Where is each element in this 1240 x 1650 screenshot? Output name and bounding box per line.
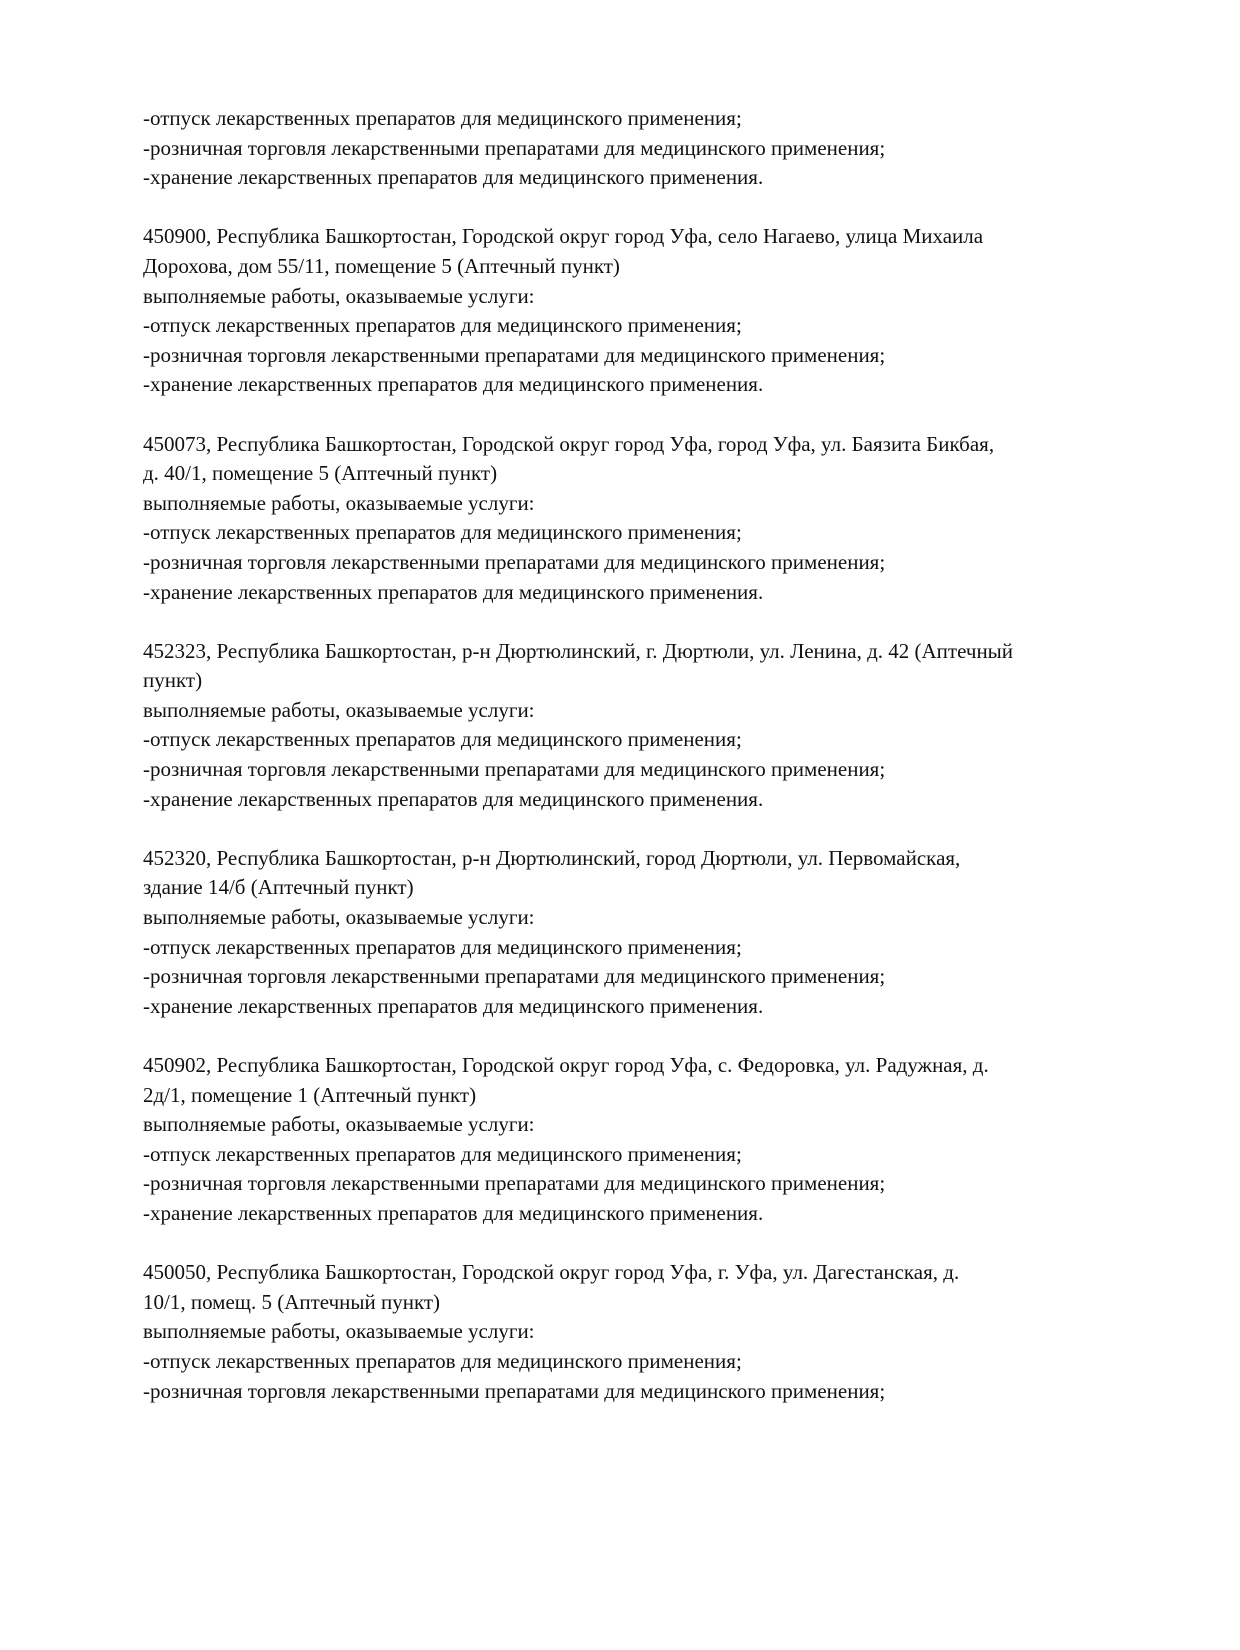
address-line: пункт) <box>143 668 203 693</box>
service-line: -хранение лекарственных препаратов для медицинского применения. <box>143 786 764 811</box>
service-line: -розничная торговля лекарственными препаратами для медицинского применения; <box>143 1378 886 1403</box>
address-line: Дорохова, дом 55/11, помещение 5 (Аптечный пункт) <box>143 253 620 278</box>
pharmacy-entry <box>143 1258 1163 1406</box>
paragraph-gap <box>143 1229 1163 1259</box>
services-heading: выполняемые работы, оказываемые услуги: <box>143 283 535 308</box>
service-line: -хранение лекарственных препаратов для медицинского применения. <box>143 993 764 1018</box>
service-line: -розничная торговля лекарственными препаратами для медицинского применения; <box>143 342 886 367</box>
address-line: 450902, Республика Башкортостан, Городской округ город Уфа, с. Федоровка, ул. Радужная, д. <box>143 1053 989 1077</box>
service-line: -отпуск лекарственных препаратов для медицинского применения; <box>143 727 742 752</box>
service-line: -розничная торговля лекарственными препаратами для медицинского применения; <box>143 549 886 574</box>
service-line: -отпуск лекарственных препаратов для медицинского применения; <box>143 520 742 545</box>
service-line: -хранение лекарственных препаратов для медицинского применения. <box>143 165 764 190</box>
service-line: -хранение лекарственных препаратов для медицинского применения. <box>143 579 764 604</box>
services-heading: выполняемые работы, оказываемые услуги: <box>143 1112 535 1137</box>
services-heading: выполняемые работы, оказываемые услуги: <box>143 905 535 930</box>
service-line: -розничная торговля лекарственными препаратами для медицинского применения; <box>143 964 886 989</box>
service-line: -хранение лекарственных препаратов для медицинского применения. <box>143 372 764 397</box>
pharmacy-entry <box>143 844 1163 1022</box>
paragraph-gap <box>143 1021 1163 1051</box>
service-line: -отпуск лекарственных препаратов для медицинского применения; <box>143 1141 742 1166</box>
pharmacy-entry <box>143 430 1163 608</box>
services-heading: выполняемые работы, оказываемые услуги: <box>143 1319 535 1344</box>
paragraph-gap <box>143 607 1163 637</box>
address-line: здание 14/б (Аптечный пункт) <box>143 875 414 900</box>
paragraph-gap <box>143 400 1163 430</box>
address-line: 450900, Республика Башкортостан, Городской округ город Уфа, село Нагаево, улица Михаила <box>143 224 984 249</box>
service-line: -отпуск лекарственных препаратов для медицинского применения; <box>143 313 742 338</box>
service-line: -розничная торговля лекарственными препаратами для медицинского применения; <box>143 135 886 160</box>
service-line: -розничная торговля лекарственными препаратами для медицинского применения; <box>143 757 886 782</box>
services-heading: выполняемые работы, оказываемые услуги: <box>143 490 535 515</box>
service-line: -отпуск лекарственных препаратов для медицинского применения; <box>143 106 742 130</box>
lead-services-block <box>143 104 1163 193</box>
paragraph-gap <box>143 814 1163 844</box>
pharmacy-entry <box>143 222 1163 400</box>
pharmacy-entry <box>143 637 1163 815</box>
services-heading: выполняемые работы, оказываемые услуги: <box>143 697 535 722</box>
address-line: 452320, Республика Башкортостан, р-н Дюртюлинский, город Дюртюли, ул. Первомайская, <box>143 845 961 870</box>
address-line: 2д/1, помещение 1 (Аптечный пункт) <box>143 1082 477 1107</box>
pharmacy-entry <box>143 1051 1163 1229</box>
address-line: 450050, Республика Башкортостан, Городской округ город Уфа, г. Уфа, ул. Дагестанская, д. <box>143 1260 960 1285</box>
address-line: 452323, Республика Башкортостан, р-н Дюртюлинский, г. Дюртюли, ул. Ленина, д. 42 (Аптечный <box>143 638 1014 663</box>
paragraph-gap <box>143 193 1163 223</box>
address-line: 10/1, помещ. 5 (Аптечный пункт) <box>143 1289 441 1314</box>
service-line: -розничная торговля лекарственными препаратами для медицинского применения; <box>143 1171 886 1196</box>
address-line: д. 40/1, помещение 5 (Аптечный пункт) <box>143 461 498 486</box>
service-line: -отпуск лекарственных препаратов для медицинского применения; <box>143 934 742 959</box>
address-line: 450073, Республика Башкортостан, Городской округ город Уфа, город Уфа, ул. Баязита Бикбая, <box>143 431 995 456</box>
service-line: -хранение лекарственных препаратов для медицинского применения. <box>143 1200 764 1225</box>
document-page <box>143 104 1163 1406</box>
service-line: -отпуск лекарственных препаратов для медицинского применения; <box>143 1348 742 1373</box>
